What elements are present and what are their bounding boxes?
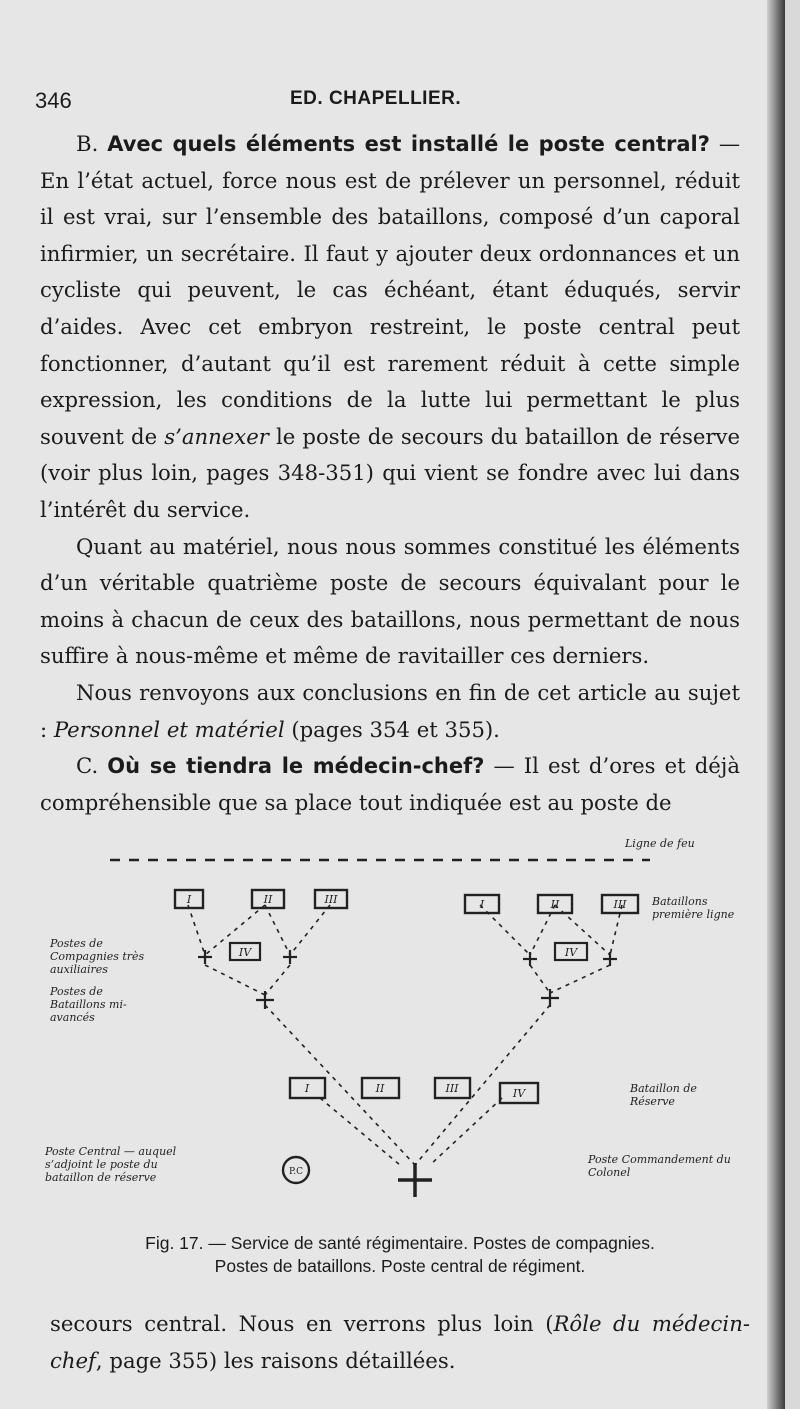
- tail-emph: Rôle du médecin-chef: [50, 1311, 750, 1373]
- red-cross-icon: [198, 950, 212, 964]
- reserve-label: III: [445, 1082, 459, 1095]
- tail-start: secours central. Nous en verrons plus loin (: [50, 1311, 554, 1336]
- page-number: 346: [35, 88, 72, 113]
- section-c-question: Où se tiendra le médecin-chef?: [107, 754, 485, 779]
- renvoi-start: Nous renvoyons aux conclusions en fin de cet article au sujet :: [40, 679, 740, 742]
- page-edge-shadow: [767, 0, 785, 1409]
- section-b-text-end: le poste de secours du bataillon de réserve (voir plus loin, pages 348-351) qui vient se fondre avec lui dans l’intérêt du service.: [40, 423, 740, 522]
- section-c-label: C.: [76, 753, 99, 779]
- reserve-boxes: [290, 1078, 538, 1103]
- section-b-emph: s’annexer: [164, 423, 269, 449]
- annotation-company-posts: Postes de Compagnies très auxiliaires: [50, 937, 145, 976]
- renvoi-end: (pages 354 et 355).: [284, 716, 500, 742]
- body-text: [40, 126, 740, 821]
- central-cross-icon: [398, 1163, 432, 1197]
- annotation-front-line: Ligne de feu: [625, 837, 695, 850]
- company-label: I: [479, 898, 485, 911]
- company-boxes-left: [175, 890, 347, 960]
- figure-diagram: [40, 835, 760, 1225]
- company-label: II: [550, 898, 560, 911]
- annotation-battalion-posts: Postes de Bataillons mi-avancés: [50, 985, 127, 1024]
- tail-end: , page 355) les raisons détaillées.: [95, 1347, 456, 1373]
- red-cross-icon: [541, 989, 559, 1007]
- running-header: [35, 88, 735, 118]
- reserve-label: II: [375, 1082, 385, 1095]
- company-label: II: [263, 893, 273, 906]
- company-label: III: [613, 898, 627, 911]
- paragraph-section-b: [40, 126, 740, 529]
- company-label: IV: [564, 946, 578, 959]
- company-label: III: [324, 893, 338, 906]
- red-cross-icon: [603, 952, 617, 966]
- section-c-text: — Il est d’ores et déjà compréhensible que sa place tout indiquée est au poste de: [40, 753, 740, 815]
- figure-caption: [40, 1232, 760, 1278]
- red-cross-icon: [523, 952, 537, 966]
- running-title: ED. CHAPELLIER.: [290, 88, 462, 109]
- cross-markers: [198, 950, 617, 1197]
- paragraph-materiel: Quant au matériel, nous nous sommes constitué les éléments d’un véritable quatrième poste de secours équivalant pour le moins à chacun de ceux des bataillons, nous permettant de nous suffire à nous-même et même de ravitailler ces derniers.: [40, 533, 740, 669]
- closing-paragraph: [50, 1306, 750, 1379]
- annotation-command-post: Poste Commandement du Colonel: [588, 1153, 731, 1179]
- annotation-reserve-battalion: Bataillon de Réserve: [630, 1082, 697, 1108]
- paragraph-renvoi: [40, 675, 740, 748]
- reserve-label: IV: [512, 1087, 526, 1100]
- reserve-label: I: [304, 1082, 310, 1095]
- company-label: IV: [238, 946, 252, 959]
- annotation-central-post: Poste Central — auquel s’adjoint le poste du bataillon de réserve: [45, 1145, 177, 1184]
- caption-line-2: Postes de bataillons. Poste central de régiment.: [214, 1256, 586, 1276]
- section-b-text: — En l’état actuel, force nous est de prélever un personnel, réduit il est vrai, sur l’ensemble des bataillons, composé d’un caporal infirmier, un secrétaire. Il faut y ajouter deux ordonnances et un cycliste qui peuvent, le cas échéant, étant éduqués, servir d’aides. Avec cet embryon restreint, le poste central peut fonctionner, d’autant qu’il est rarement réduit à cette simple expression, les conditions de la lutte lui permettant le plus souvent de: [40, 131, 740, 449]
- red-cross-icon: [256, 991, 274, 1009]
- red-cross-icon: [283, 950, 297, 964]
- annotation-battalions-first-line: Bataillons première ligne: [652, 895, 735, 921]
- command-post-label: P.C: [289, 1167, 303, 1177]
- section-b-question: Avec quels éléments est installé le poste central?: [107, 132, 710, 156]
- company-label: I: [186, 893, 192, 906]
- renvoi-emph: Personnel et matériel: [53, 716, 285, 742]
- section-b-label: B.: [76, 131, 99, 156]
- caption-line-1: Fig. 17. — Service de santé régimentaire. Postes de compagnies.: [145, 1233, 655, 1253]
- paragraph-section-c: [40, 748, 740, 821]
